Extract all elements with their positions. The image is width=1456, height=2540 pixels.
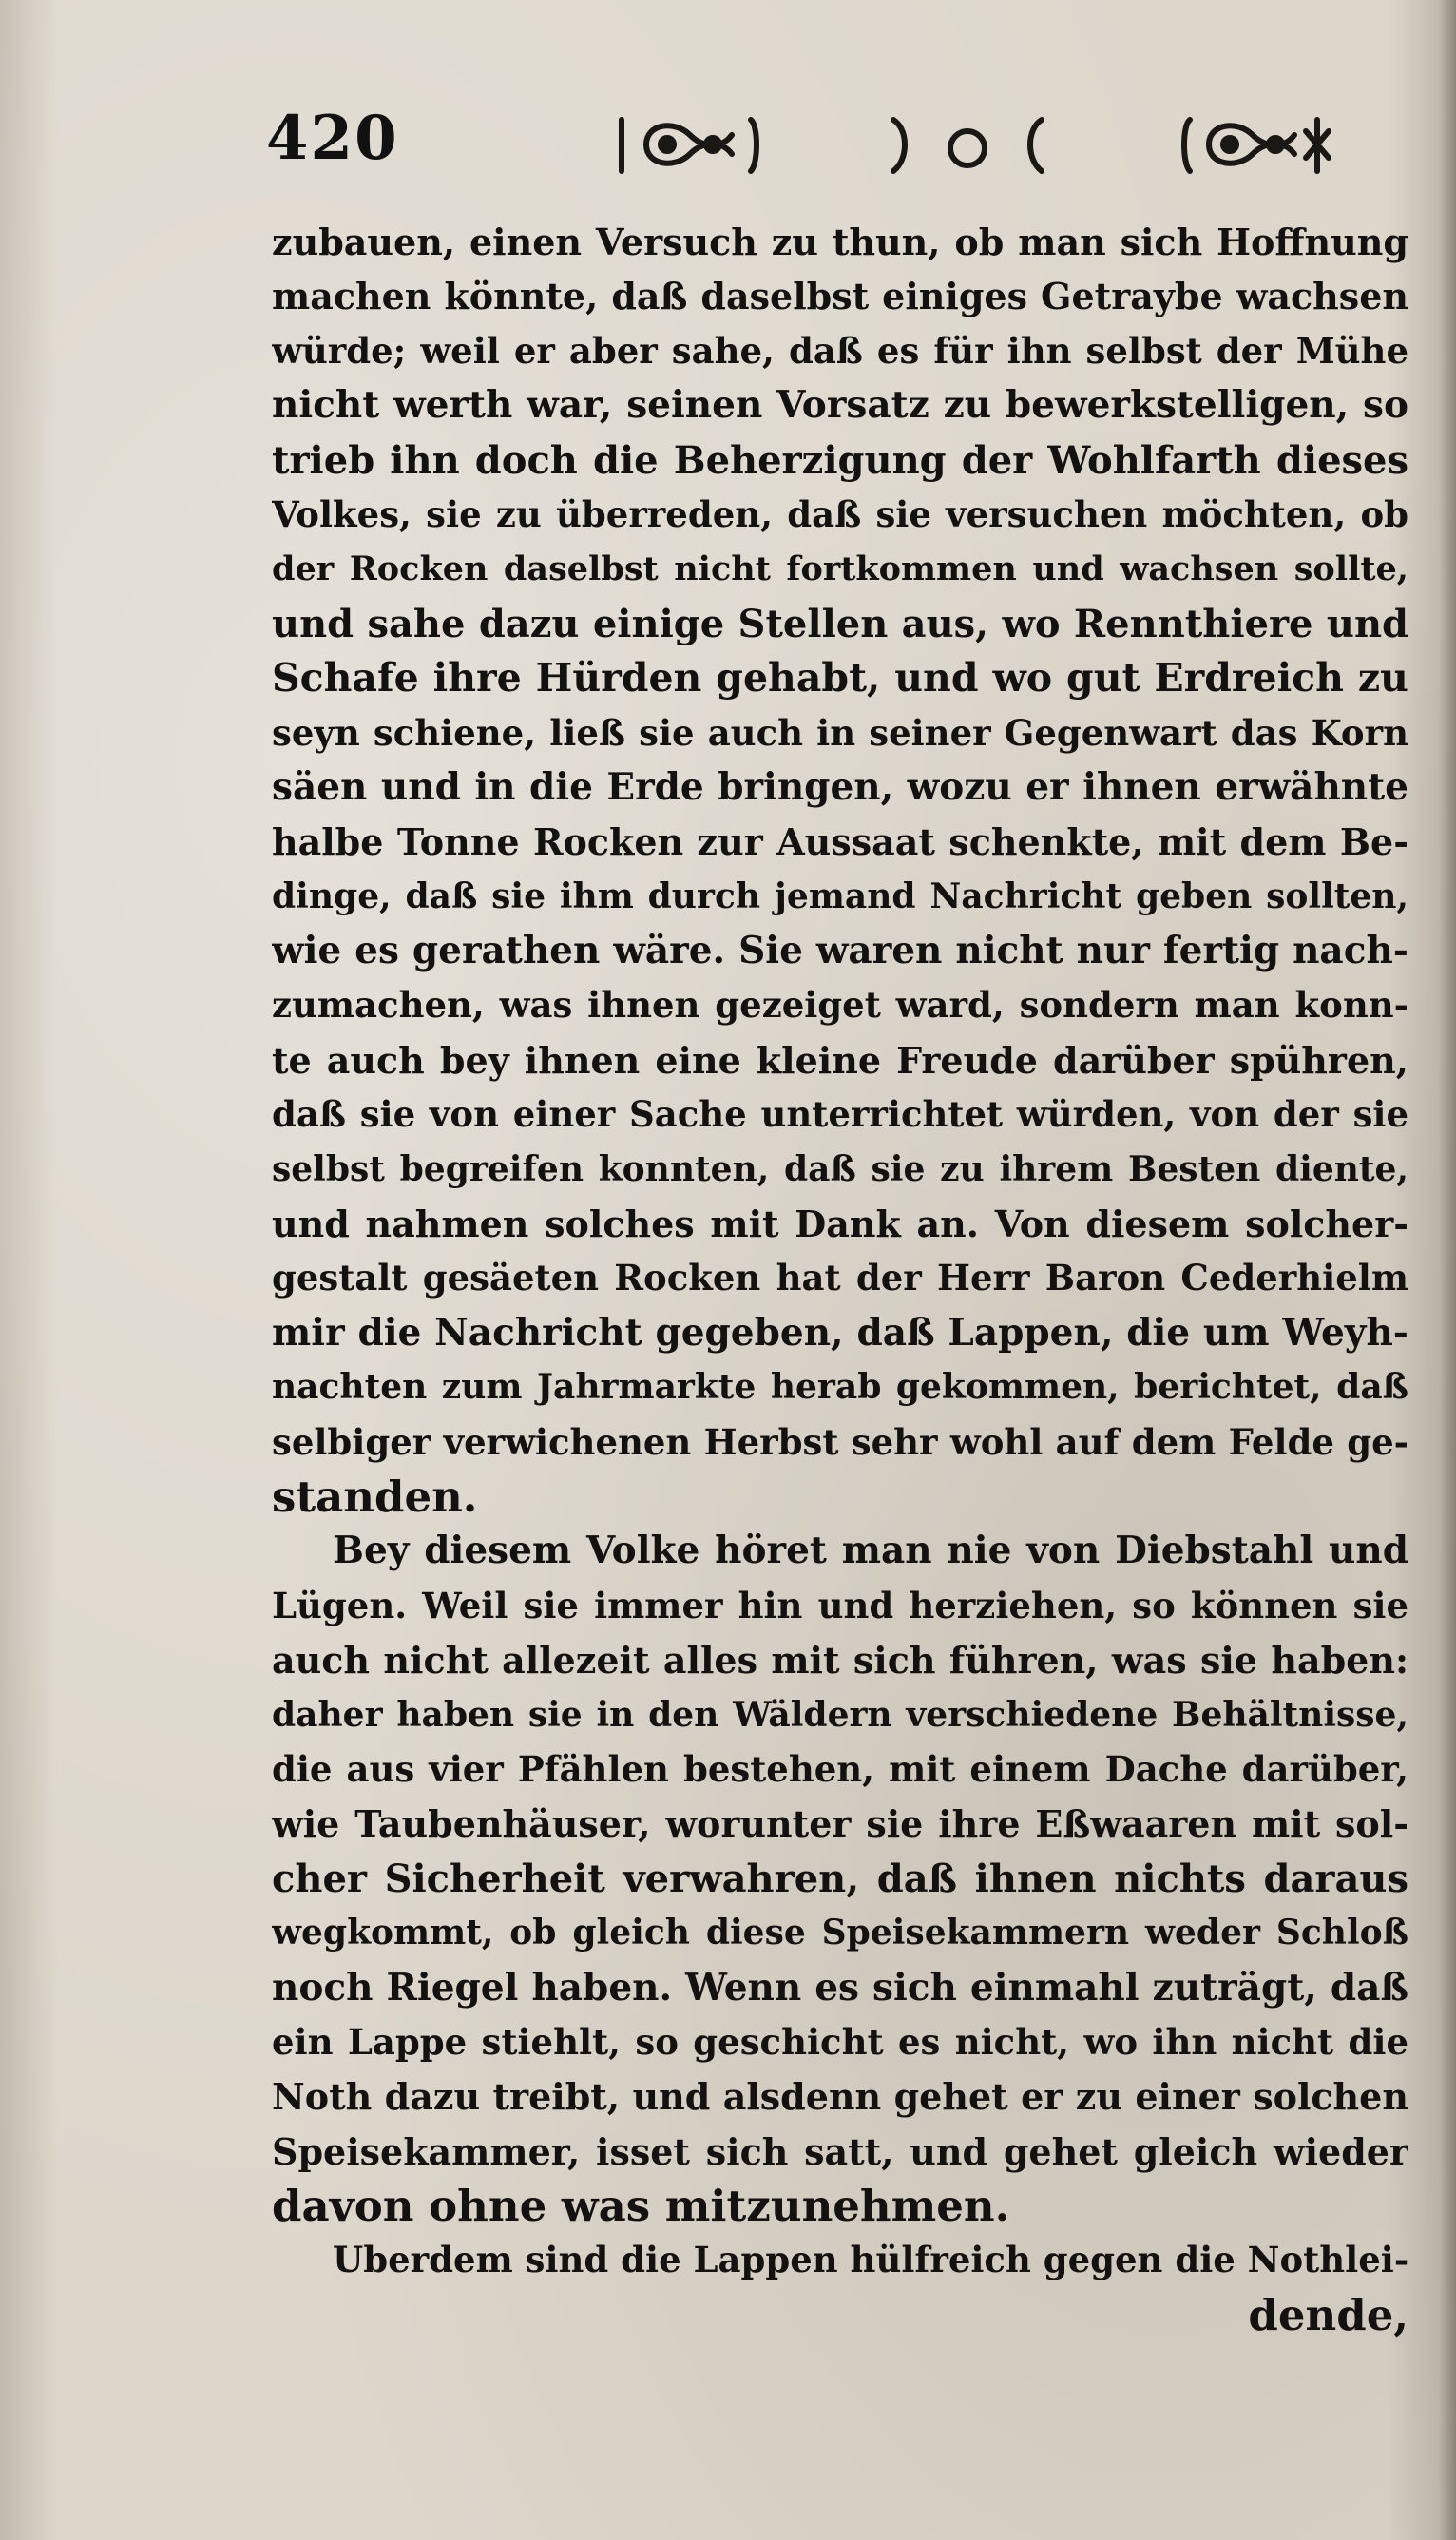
- text-line: wegkommt, ob gleich diese Speisekammern weder Schloß: [272, 1913, 1408, 1953]
- text-line: selbiger verwichenen Herbst sehr wohl auf dem Felde ge-: [272, 1420, 1408, 1463]
- text-line: dinge, daß sie ihm durch jemand Nachricht geben sollten,: [272, 876, 1408, 916]
- text-line: der Rocken daselbst nicht fortkommen und wachsen sollte,: [272, 549, 1408, 589]
- text-line: trieb ihn doch die Beherzigung der Wohlfarth dieses: [272, 437, 1408, 483]
- text-line: auch nicht allezeit alles mit sich führen, was sie haben:: [272, 1639, 1408, 1683]
- text-line: Bey diesem Volke höret man nie von Diebstahl und: [333, 1529, 1408, 1573]
- text-line: Speisekammer, isset sich satt, und gehet gleich wieder: [272, 2129, 1408, 2173]
- body-text: [272, 215, 1408, 2342]
- text-line: te auch bey ihnen eine kleine Freude darüber spühren,: [272, 1038, 1408, 1082]
- text-line: zubauen, einen Versuch zu thun, ob man sich Hoffnung: [272, 221, 1408, 263]
- text-line: und sahe dazu einige Stellen aus, wo Rennthiere und: [272, 601, 1408, 646]
- text-line: nicht werth war, seinen Vorsatz zu bewerkstelligen, so: [272, 383, 1408, 428]
- text-line: Noth dazu treibt, und alsdenn gehet er zu einer solchen: [272, 2075, 1408, 2119]
- text-line: ein Lappe stiehlt, so geschicht es nicht, wo ihn nicht die: [272, 2020, 1408, 2063]
- text-line: halbe Tonne Rocken zur Aussaat schenkte, mit dem Be-: [272, 820, 1408, 864]
- text-line: machen könnte, daß daselbst einiges Getraybe wachsen: [272, 275, 1408, 318]
- page-number: 420: [266, 103, 399, 174]
- text-line: Volkes, sie zu überreden, daß sie versuchen möchten, ob: [272, 492, 1408, 535]
- page-edge-shadow: [1439, 0, 1456, 2540]
- text-line: Schafe ihre Hürden gehabt, und wo gut Erdreich zu: [272, 655, 1408, 702]
- text-line: gestalt gesäeten Rocken hat der Herr Baron Cederhielm: [272, 1257, 1408, 1299]
- text-line: und nahmen solches mit Dank an. Von diesem solcher-: [272, 1203, 1408, 1246]
- text-line: mir die Nachricht gegeben, daß Lappen, die um Weyh-: [272, 1310, 1408, 1355]
- text-line: seyn schiene, ließ sie auch in seiner Gegenwart das Korn: [272, 711, 1408, 754]
- text-line: davon ohne was mitzunehmen.: [272, 2181, 1010, 2232]
- text-line: wie es gerathen wäre. Sie waren nicht nur fertig nach-: [272, 929, 1408, 973]
- page-header: [266, 103, 1445, 188]
- text-line: standen.: [272, 1471, 478, 1522]
- ornament-header-icon: [608, 106, 1331, 183]
- text-line: selbst begreifen konnten, daß sie zu ihrem Besten diente,: [272, 1148, 1408, 1189]
- text-line: zumachen, was ihnen gezeiget ward, sondern man konn-: [272, 984, 1408, 1027]
- text-line: Lügen. Weil sie immer hin und herziehen, so können sie: [272, 1584, 1408, 1626]
- text-line: noch Riegel haben. Wenn es sich einmahl zuträgt, daß: [272, 1965, 1408, 2010]
- text-line: nachten zum Jahrmarkte herab gekommen, berichtet, daß: [272, 1367, 1408, 1408]
- text-line: daß sie von einer Sache unterrichtet würden, von der sie: [272, 1093, 1408, 1136]
- catchword: dende,: [1248, 2289, 1408, 2340]
- text-line: säen und in die Erde bringen, wozu er ihnen erwähnte: [272, 764, 1408, 809]
- text-line: wie Taubenhäuser, worunter sie ihre Eßwaaren mit sol-: [272, 1802, 1408, 1846]
- text-line: cher Sicherheit verwahren, daß ihnen nichts daraus: [272, 1856, 1408, 1901]
- text-line: würde; weil er aber sahe, daß es für ihn selbst der Mühe: [272, 329, 1408, 372]
- text-line: die aus vier Pfählen bestehen, mit einem Dache darüber,: [272, 1747, 1408, 1790]
- text-line: Uberdem sind die Lappen hülfreich gegen die Nothlei-: [333, 2239, 1408, 2281]
- text-line: daher haben sie in den Wäldern verschiedene Behältnisse,: [272, 1694, 1408, 1735]
